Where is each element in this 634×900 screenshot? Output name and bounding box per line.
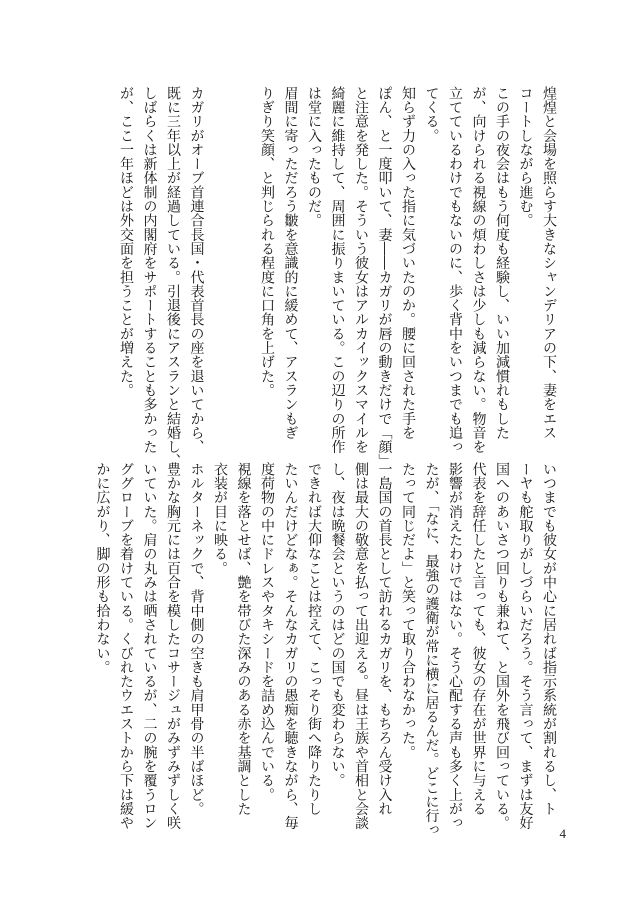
text-line: 綺麗に維持して、周囲に振りまいている。この辺りの所作 (329, 86, 346, 454)
upper-text-block (118, 86, 560, 469)
text-line: は堂に入ったものだ。 (306, 86, 322, 228)
text-line: ぽん、と一度叩いて、妻――カガリが唇の動きだけで「顔」 (376, 86, 393, 469)
section-gap (208, 86, 232, 451)
text-line: この手の夜会はもう何度も経験し、いい加減慣れもした (494, 86, 510, 440)
text-line: ホルターネックで、背中側の空きも肩甲骨の半ばほど。 (188, 462, 205, 816)
text-line: 既に三年以上が経過している。引退後にアスランと結婚し、 (165, 86, 181, 469)
text-line: 影響が消えたわけではない。そう心配する声も多く上がっ (447, 462, 463, 830)
text-line: 煌煌と会場を照らす大きなシャンデリアの下、妻をエス (541, 86, 557, 440)
text-line: たが、「なに、最強の護衛が常に横に居るんだ。どこに行っ (423, 462, 440, 838)
lower-text-block (94, 462, 560, 838)
text-line: ググローブを着けている。くびれたウエストから下は緩や (118, 462, 134, 830)
text-line: が、ここ一年ほどは外交面を担うことが増えた。 (118, 86, 134, 398)
text-line: 側は最大の敬意を払って出迎える。昼は王族や首相と会談 (353, 462, 369, 830)
text-line: と注意を発した。そういう彼女はアルカイックスマイルを (353, 86, 369, 454)
text-line: 豊かな胸元には百合を模したコサージュがみずみずしく咲 (165, 462, 181, 830)
text-line: 国へのあいさつ回りも兼ねて、と国外を飛び回っている。 (494, 462, 510, 830)
text-line: りぎり笑顔、と判じられる程度に口角を上げた。 (259, 86, 275, 398)
text-line: が、向けられる視線の煩わしさは少しも減らない。物音を (470, 86, 487, 454)
text-line: かに広がり、脚の形も拾わない。 (94, 462, 111, 675)
text-line: たいんだけどなぁ。そんなカガリの愚痴を聴きながら、毎 (282, 462, 299, 830)
text-line: たって同じだよ」と笑って取り合わなかった。 (400, 462, 416, 760)
text-line: 一島国の首長として訪れるカガリを、もちろん受け入れ (376, 462, 393, 816)
text-line: 代表を辞任したと言っても、彼女の存在が世界に与える (470, 462, 487, 816)
text-line: カガリがオーブ首連合長国・代表首長の座を退いてから、 (188, 86, 205, 454)
text-line: しばらくは新体制の内閣府をサポートすることも多かった (141, 86, 158, 454)
text-line: 度荷物の中にドレスやタキシードを詰め込んでいる。 (259, 462, 275, 802)
text-line: できれば大仰なことは控えて、こっそり街へ降りたりし (306, 462, 322, 816)
text-line: コートしながら進む。 (517, 86, 534, 228)
section-gap (231, 86, 255, 451)
text-line: 眉間に寄っただろう皺を意識的に緩めて、アスランもぎ (282, 86, 299, 440)
text-line: 知らず力の入った指に気づいたのか。腰に回された手を (400, 86, 416, 440)
text-line: いつまでも彼女が中心に居れば指示系統が割れるし、ト (541, 462, 557, 816)
text-line: 衣装が目に映る。 (212, 462, 228, 576)
text-line: てくる。 (423, 86, 440, 143)
text-line: ーヤも舵取りがしづらいだろう。そう言って、まずは友好 (517, 462, 534, 830)
text-line: し、夜は晩餐会というのはどの国でも変わらない。 (329, 462, 346, 788)
text-line: いていた。肩の丸みは晒されているが、二の腕を覆うロン (141, 462, 158, 830)
text-line: 立てているわけでもないのに、歩く背中をいつまでも追っ (447, 86, 463, 454)
page-number: 4 (559, 826, 566, 841)
text-line: 視線を落とせば、艶を帯びた深みのある赤を基調とした (235, 462, 252, 816)
